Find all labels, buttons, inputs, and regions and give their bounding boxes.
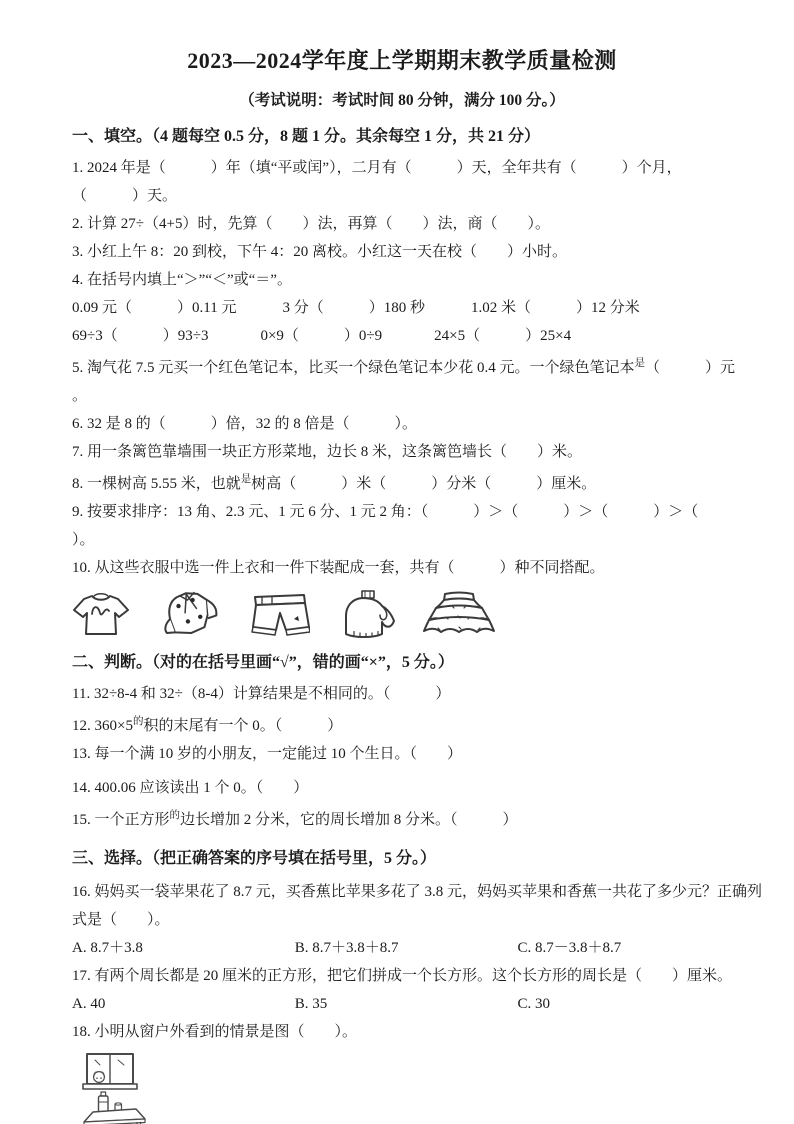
q14: 14. 400.06 应该读出 1 个 0。（ ） [72, 780, 309, 796]
q7: 7. 用一条篱笆靠墙围一块正方形菜地，边长 8 米，这条篱笆墙长（ ）米。 [72, 444, 583, 460]
q17-options [72, 990, 732, 1018]
section-judge-heading: 二、判断。（对的在括号里画“√”，错的画“×”，5 分。） [72, 654, 454, 671]
q4-item-5: 0×9（ ）0÷9 [260, 328, 383, 344]
q12-blank: 积的末尾有一个 0。（ ） [143, 718, 343, 734]
q16-option-a: A. 8.7＋3.8 [72, 940, 143, 956]
page-title: 2023—2024学年度上学期期末教学质量检测 [187, 48, 617, 73]
shorts-icon [248, 592, 310, 638]
q4-item-2: 3 分（ ）180 秒 [282, 300, 425, 316]
section-judge [72, 650, 732, 834]
q2: 2. 计算 27÷（4+5）时，先算（ ）法，再算（ ）法，商（ ）。 [72, 216, 550, 232]
q5-superscript: 是 [634, 358, 646, 369]
q4-item-6: 24×5（ ）25×4 [434, 328, 572, 344]
q17-option-c: C. 30 [517, 996, 551, 1012]
section-choice [72, 846, 763, 1124]
q5-blank: （ ）元 [645, 360, 736, 376]
tshirt-icon [72, 590, 130, 638]
q16-option-b: B. 8.7＋3.8＋8.7 [294, 940, 399, 956]
q8-superscript: 是 [240, 474, 252, 485]
section-fill-heading: 一、填空。（4 题每空 0.5 分，8 题 1 分。其余每空 1 分，共 21 分） [72, 128, 541, 145]
q4-compare-row-1 [72, 294, 732, 322]
q1-line2: （ ）天。 [72, 188, 178, 204]
window-boy-table-scene [74, 1052, 148, 1124]
q16-line1: 16. 妈妈买一袋苹果花了 8.7 元，买香蕉比苹果多花了 3.8 元，妈妈买苹果和香蕉一共花了多少元？正确列 [72, 884, 763, 900]
q3: 3. 小红上午 8：20 到校，下午 4：20 离校。小红这一天在校（ ）小时。 [72, 244, 568, 260]
q8 [72, 466, 732, 498]
q17-option-b: B. 35 [294, 996, 328, 1012]
q15-superscript: 的 [169, 810, 181, 821]
q5-line1 [72, 350, 736, 382]
q18: 18. 小明从窗户外看到的情景是图（ ）。 [72, 1024, 358, 1040]
jacket-icon [156, 586, 222, 638]
q1-line1: 1. 2024 年是（ ）年（填“平或闰”），二月有（ ）天，全年共有（ ）个月， [72, 160, 682, 176]
q16-option-c: C. 8.7－3.8＋8.7 [517, 940, 622, 956]
q4-compare-row-2 [72, 322, 732, 350]
q5-text: 5. 淘气花 7.5 元买一个红色笔记本，比买一个绿色笔记本少花 0.4 元。一个绿色笔记本 [72, 360, 635, 376]
q6: 6. 32 是 8 的（ ）倍，32 的 8 倍是（ ）。 [72, 416, 418, 432]
q9-line2: ）。 [72, 532, 95, 548]
section-fill [72, 124, 736, 638]
q8-text: 8. 一棵树高 5.55 米，也就 [72, 476, 241, 492]
skirt-icon [422, 590, 496, 638]
q4-intro: 4. 在括号内填上“＞”“＜”或“＝”。 [72, 272, 292, 288]
q17: 17. 有两个周长都是 20 厘米的正方形，把它们拼成一个长方形。这个长方形的周长是（ ）厘米。 [72, 968, 733, 984]
q4-item-3: 1.02 米（ ）12 分米 [470, 300, 640, 316]
q11: 11. 32÷8-4 和 32÷（8-4）计算结果是不相同的。（ ） [72, 686, 451, 702]
clothes-picture-row [72, 586, 732, 638]
q15-blank: 边长增加 2 分米，它的周长增加 8 分米。（ ） [180, 812, 518, 828]
q4-item-4: 69÷3（ ）93÷3 [72, 328, 209, 344]
q16-line2: 式是（ ）。 [72, 912, 170, 928]
q4-item-1: 0.09 元（ ）0.11 元 [72, 300, 237, 316]
q15-text: 15. 一个正方形 [72, 812, 170, 828]
q12 [72, 708, 732, 740]
q15 [72, 802, 732, 834]
q12-text: 12. 360×5 [72, 718, 133, 734]
q5-line2: 。 [72, 388, 88, 404]
q8-blanks: 树高（ ）米（ ）分米（ ）厘米。 [251, 476, 597, 492]
sweater-icon [336, 588, 396, 638]
q16-options [72, 934, 732, 962]
section-choice-heading: 三、选择。（把正确答案的序号填在括号里，5 分。） [72, 850, 437, 867]
q13: 13. 每一个满 10 岁的小朋友，一定能过 10 个生日。（ ） [72, 746, 463, 762]
q10: 10. 从这些衣服中选一件上衣和一件下装配成一套，共有（ ）种不同搭配。 [72, 560, 605, 576]
q9-line1: 9. 按要求排序：13 角、2.3 元、1 元 6 分、1 元 2 角：（ ）＞（ ）＞（ ）＞（ [72, 504, 699, 520]
q17-option-a: A. 40 [72, 996, 106, 1012]
exam-instructions: （考试说明：考试时间 80 分钟，满分 100 分。） [239, 92, 565, 109]
q12-superscript: 的 [132, 716, 144, 727]
